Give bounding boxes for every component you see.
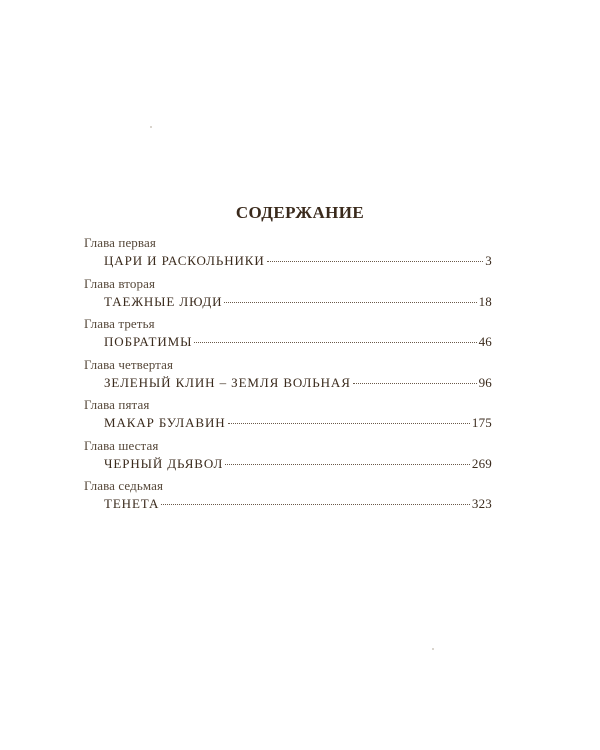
chapter-title: ТЕНЕТА bbox=[104, 496, 160, 511]
toc-line bbox=[84, 253, 492, 268]
dot-leader bbox=[267, 261, 484, 262]
page-number: 3 bbox=[485, 253, 492, 268]
page-title: СОДЕРЖАНИЕ bbox=[235, 203, 365, 222]
paper-speck bbox=[150, 126, 152, 128]
dot-leader bbox=[224, 302, 476, 303]
page-number: 323 bbox=[471, 496, 492, 511]
toc-entry[interactable] bbox=[84, 317, 492, 358]
dot-leader bbox=[161, 504, 470, 505]
page-number: 175 bbox=[471, 415, 492, 430]
toc-entry[interactable] bbox=[84, 439, 492, 480]
dot-leader bbox=[353, 383, 477, 384]
chapter-title: ТАЕЖНЫЕ ЛЮДИ bbox=[104, 293, 223, 309]
chapter-title: МАКАР БУЛАВИН bbox=[104, 415, 226, 430]
dot-leader bbox=[228, 423, 470, 424]
chapter-title: ЦАРИ И РАСКОЛЬНИКИ bbox=[104, 253, 265, 268]
toc-line bbox=[84, 334, 492, 349]
toc-line bbox=[84, 496, 492, 511]
chapter-label: Глава вторая bbox=[84, 275, 156, 291]
dot-leader bbox=[225, 464, 470, 465]
chapter-label: Глава седьмая bbox=[84, 478, 164, 493]
toc-line bbox=[84, 294, 492, 309]
page-number: 46 bbox=[478, 334, 492, 349]
chapter-title: ЧЕРНЫЙ ДЬЯВОЛ bbox=[104, 455, 224, 471]
toc-entry[interactable] bbox=[84, 398, 492, 439]
toc-entry[interactable] bbox=[84, 479, 492, 520]
paper-speck bbox=[432, 648, 434, 650]
chapter-label: Глава третья bbox=[84, 316, 155, 331]
toc-line bbox=[84, 375, 492, 390]
toc-entry[interactable] bbox=[84, 277, 492, 318]
table-of-contents bbox=[84, 236, 492, 520]
chapter-label: Глава четвертая bbox=[84, 356, 174, 372]
dot-leader bbox=[194, 342, 476, 343]
chapter-label: Глава пятая bbox=[84, 397, 150, 412]
page-number: 18 bbox=[478, 293, 492, 309]
toc-line bbox=[84, 415, 492, 430]
chapter-title: ЗЕЛЕНЫЙ КЛИН – ЗЕМЛЯ ВОЛЬНАЯ bbox=[104, 374, 351, 390]
chapter-title: ПОБРАТИМЫ bbox=[104, 334, 193, 349]
page-number: 269 bbox=[471, 455, 492, 471]
page-number: 96 bbox=[478, 374, 492, 390]
chapter-label: Глава шестая bbox=[84, 437, 159, 453]
toc-entry[interactable] bbox=[84, 358, 492, 399]
toc-entry[interactable] bbox=[84, 236, 492, 277]
chapter-label: Глава первая bbox=[84, 235, 156, 250]
toc-line bbox=[84, 456, 492, 471]
